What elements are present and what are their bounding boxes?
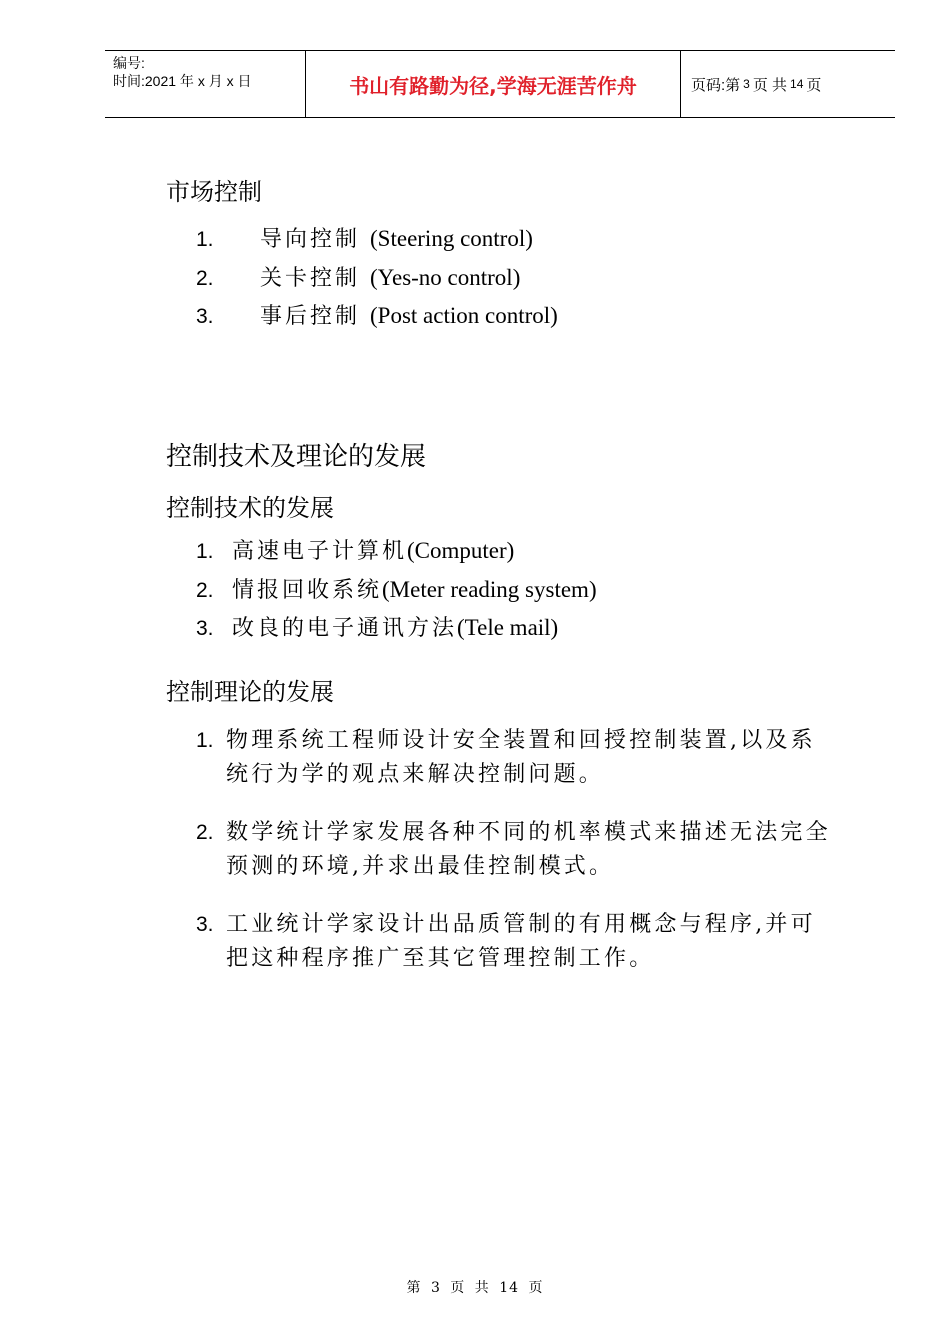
- item-text: 数学统计学家发展各种不同的机率模式来描述无法完全预测的环境,并求出最佳控制模式。: [226, 820, 831, 879]
- item-number: 2.: [196, 578, 214, 602]
- item-text: 工业统计学家设计出品质管制的有用概念与程序,并可把这种程序推广至其它管理控制工作。: [226, 912, 816, 971]
- item-chinese: 情报回收系统: [232, 577, 383, 603]
- item-number: 1.: [196, 729, 214, 752]
- header-meta: [105, 51, 306, 117]
- item-number: 3.: [196, 913, 214, 936]
- list-item: [196, 816, 836, 884]
- list-item: [196, 261, 558, 300]
- document-number-label: 编号:: [113, 55, 145, 71]
- item-number: 1.: [196, 228, 214, 251]
- tech-development-title: 控制技术的发展: [166, 494, 334, 522]
- header-page-info: [681, 51, 895, 117]
- item-number: 1.: [196, 540, 214, 563]
- item-english: (Computer): [407, 538, 515, 563]
- item-chinese: 高速电子计算机: [232, 539, 408, 564]
- list-item: [196, 534, 597, 573]
- item-english: (Yes-no control): [370, 264, 521, 290]
- page-header: [105, 50, 895, 118]
- item-number: 3.: [196, 617, 214, 640]
- list-item: [196, 611, 597, 650]
- item-text: 物理系统工程师设计安全装置和回授控制装置,以及系统行为学的观点来解决控制问题。: [226, 728, 816, 787]
- item-english: (Post action control): [370, 303, 558, 328]
- item-english: (Meter reading system): [382, 576, 597, 602]
- item-number: 2.: [196, 821, 214, 844]
- item-chinese: 改良的电子通讯方法: [232, 616, 458, 641]
- page-total: 14: [790, 77, 804, 91]
- header-motto: 书山有路勤为径,学海无涯苦作舟: [306, 51, 681, 117]
- item-english: (Steering control): [370, 226, 533, 251]
- development-title: 控制技术及理论的发展: [166, 442, 427, 472]
- list-item: [196, 724, 836, 792]
- page-label-suffix: 页: [806, 76, 822, 94]
- list-item: [196, 908, 836, 976]
- theory-development-list: [196, 724, 836, 1000]
- page-label-prefix: 页码:第: [691, 76, 741, 94]
- item-english: (Tele mail): [457, 615, 559, 640]
- list-item: [196, 573, 597, 612]
- item-number: 3.: [196, 305, 214, 328]
- item-number: 2.: [196, 266, 214, 290]
- item-chinese: 关卡控制: [260, 265, 361, 291]
- list-item: [196, 299, 558, 338]
- market-control-title: 市场控制: [166, 178, 262, 206]
- page-footer: 第 3 页 共 14 页: [406, 1280, 544, 1296]
- list-item: [196, 222, 558, 261]
- item-chinese: 导向控制: [260, 227, 361, 252]
- market-control-list: [196, 222, 558, 338]
- tech-development-list: [196, 534, 597, 650]
- theory-development-title: 控制理论的发展: [166, 678, 334, 706]
- item-chinese: 事后控制: [260, 304, 361, 329]
- page-current: 3: [743, 77, 750, 91]
- document-time-label: 时间:2021 年 x 月 x 日: [113, 73, 252, 89]
- page-label-mid: 页 共: [752, 76, 788, 94]
